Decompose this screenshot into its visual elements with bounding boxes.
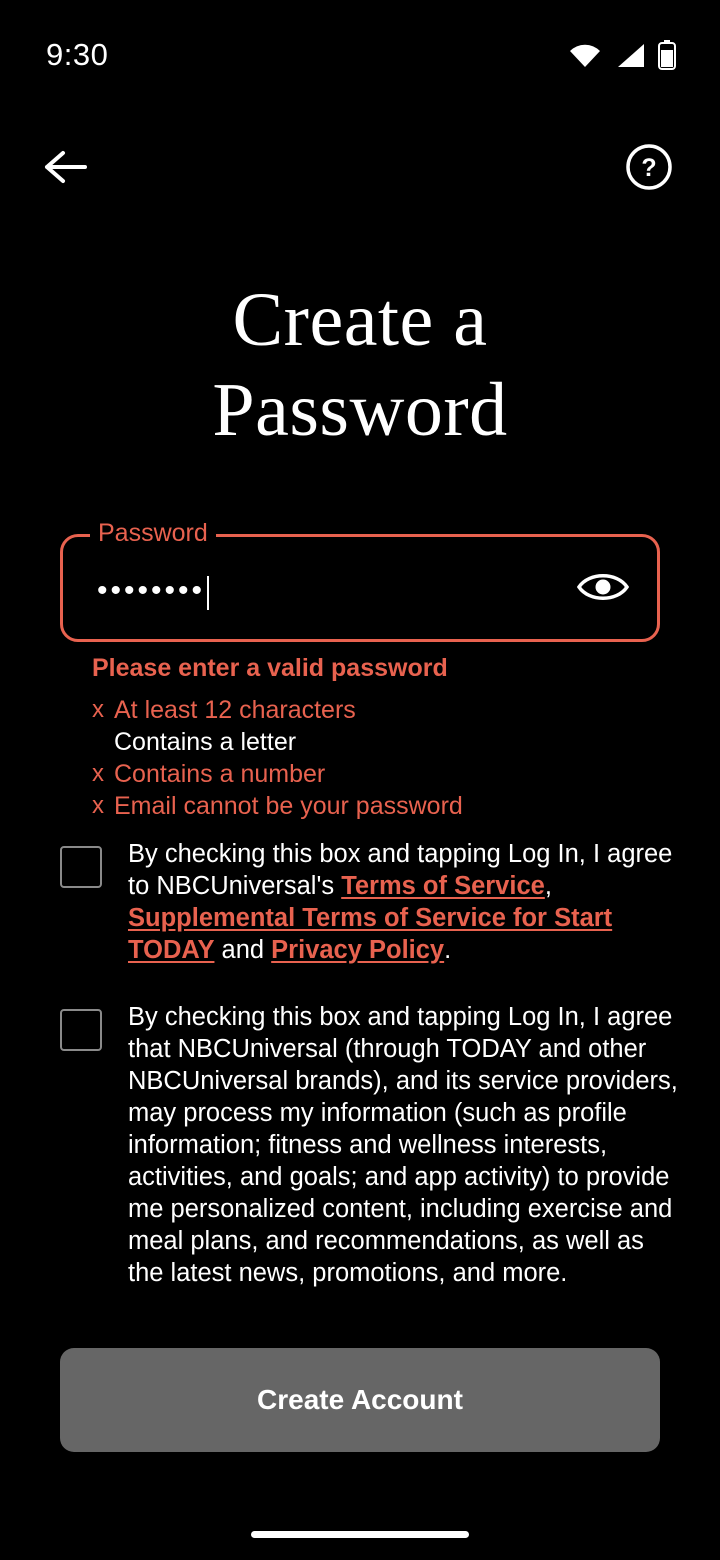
back-arrow-icon (43, 149, 87, 188)
text-caret (207, 576, 209, 610)
eye-icon (577, 570, 629, 607)
home-indicator (251, 1531, 469, 1538)
rule-marker: x (92, 760, 104, 787)
rule-marker (92, 726, 114, 758)
status-time: 9:30 (46, 37, 109, 72)
personalization-checkbox[interactable] (60, 1009, 102, 1051)
wifi-icon (568, 42, 602, 68)
consent-segment: , (544, 872, 552, 900)
rule-marker: x (92, 792, 104, 819)
password-field-group (60, 519, 660, 642)
help-button[interactable] (618, 137, 680, 199)
terms-consent-text (128, 838, 682, 966)
rule-text: Contains a number (114, 760, 326, 788)
supplemental-terms-link[interactable]: Supplemental Terms of Service for Start TODAY (128, 904, 613, 964)
battery-icon (658, 40, 676, 70)
password-input[interactable] (97, 537, 575, 639)
help-circle-icon (625, 143, 673, 194)
page-title-line-1: Create a (232, 278, 488, 362)
consent-segment: By checking this box and tapping Log In, I agree to NBCUniversal's (128, 840, 673, 900)
validation-rule (92, 790, 680, 822)
rule-marker: x (92, 696, 104, 723)
validation-rule (92, 726, 680, 758)
rule-text: Contains a letter (114, 728, 297, 756)
validation-title: Please enter a valid password (92, 654, 448, 682)
status-bar (0, 0, 720, 110)
consent-row-personalization (60, 1001, 682, 1289)
cellular-signal-icon (614, 42, 646, 68)
create-account-button[interactable]: Create Account (60, 1348, 660, 1452)
password-validation (92, 652, 680, 822)
page-title-line-2: Password (212, 368, 508, 452)
toggle-password-visibility-button[interactable] (575, 564, 631, 612)
validation-rule (92, 694, 680, 726)
terms-checkbox[interactable] (60, 846, 102, 888)
password-field-label: Password (90, 519, 216, 547)
svg-text:?: ? (641, 153, 657, 182)
top-navigation-bar (0, 110, 720, 226)
status-icons (568, 40, 676, 70)
consent-row-terms (60, 838, 682, 966)
personalization-consent-text: By checking this box and tapping Log In, I agree that NBCUniversal (through TODAY and other NBCUniversal brands), and its service providers, may process my information (such as profile information; fitness and wellness interests, activities, and goals; and app activity) to provide me personalized content, including exercise and meal plans, and recommendations, as well as the latest news, promotions, and more. (128, 1003, 678, 1287)
page-title (0, 275, 720, 455)
password-input-value: •••••••• (97, 574, 206, 607)
consent-segment: . (444, 936, 452, 964)
privacy-policy-link[interactable]: Privacy Policy (271, 936, 445, 964)
rule-text: At least 12 characters (114, 696, 356, 724)
password-input-container[interactable] (60, 534, 660, 642)
rule-text: Email cannot be your password (114, 792, 463, 820)
terms-of-service-link[interactable]: Terms of Service (341, 872, 545, 900)
consent-segment: and (214, 936, 272, 964)
validation-rule (92, 758, 680, 790)
back-button[interactable] (34, 137, 96, 199)
